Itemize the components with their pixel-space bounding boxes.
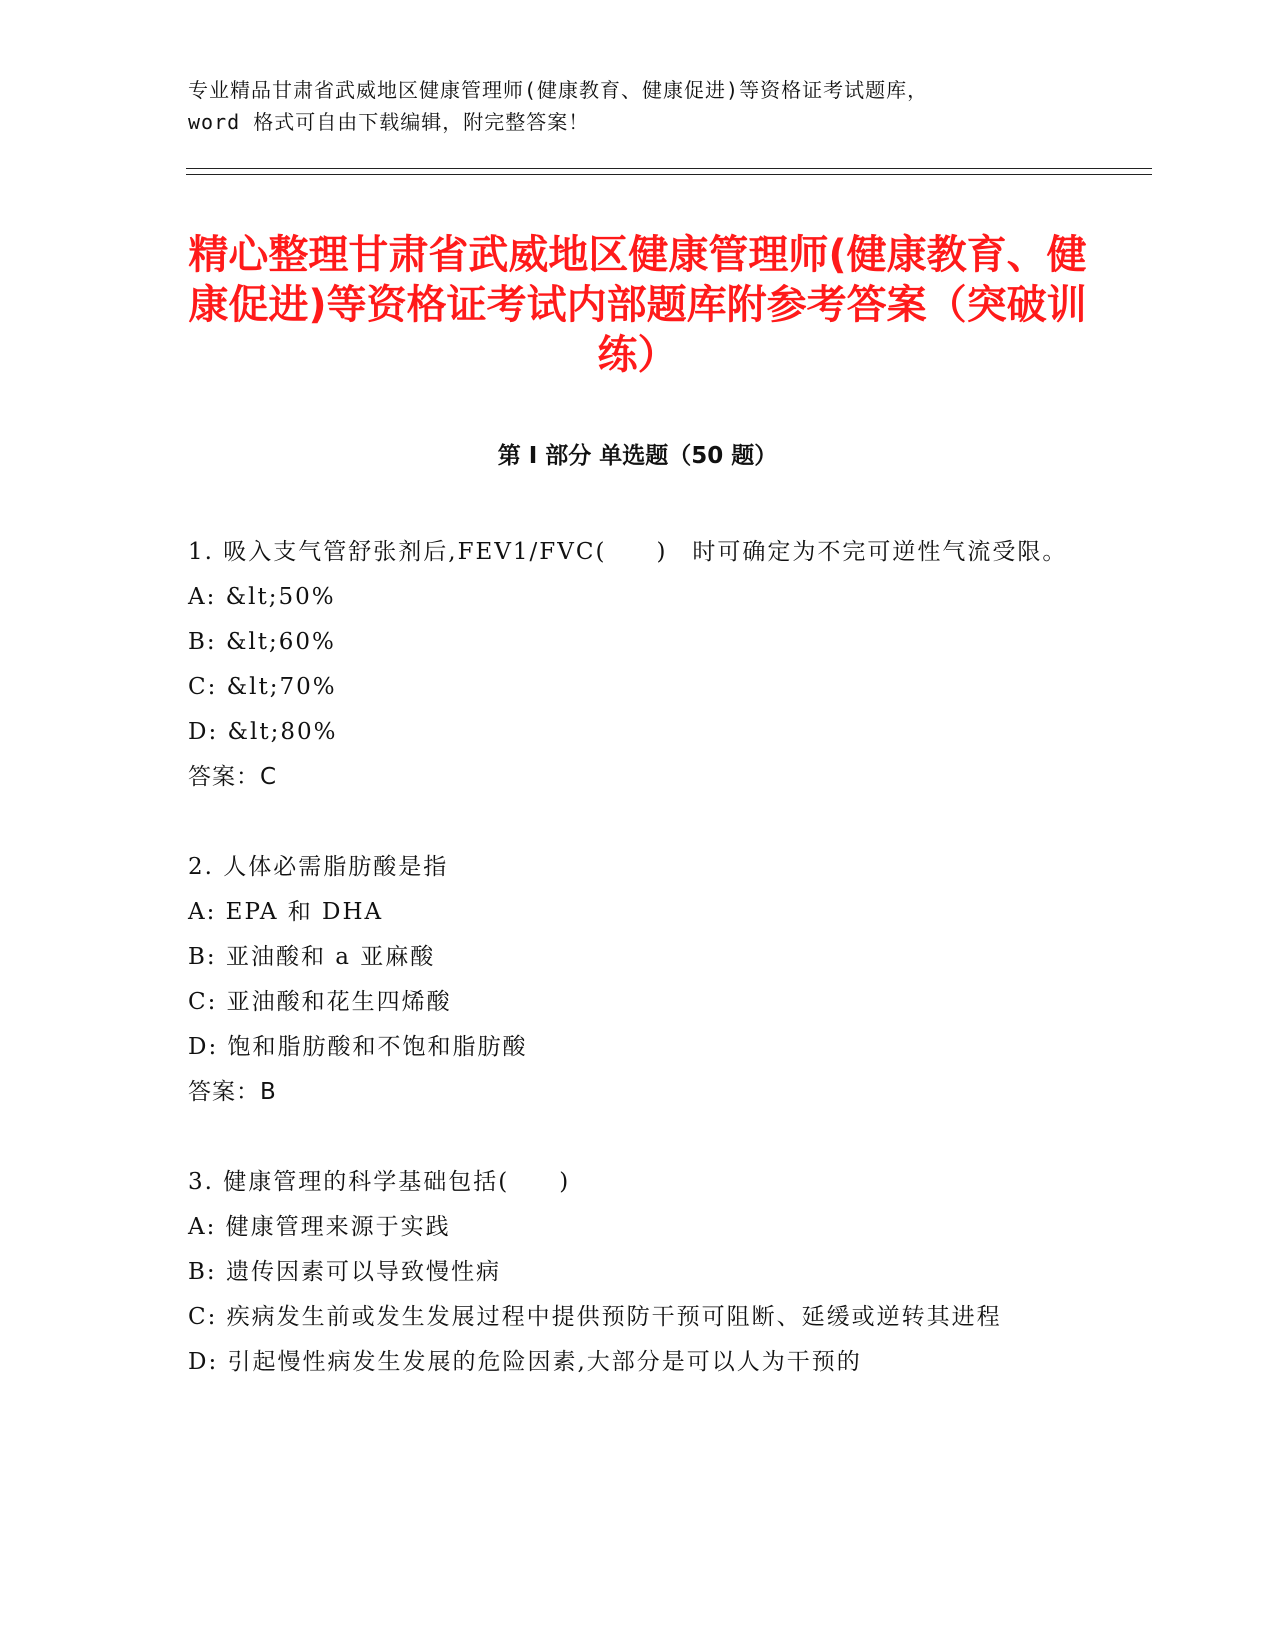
section-title: 第 I 部分 单选题（50 题）	[497, 443, 778, 469]
option-c: C: 亚油酸和花生四烯酸	[188, 989, 452, 1015]
header-line-1: 专业精品甘肃省武威地区健康管理师(健康教育、健康促进)等资格证考试题库，	[188, 78, 929, 102]
header-line-2: word 格式可自由下载编辑，附完整答案！	[188, 110, 590, 134]
answer: 答案：B	[188, 1079, 277, 1105]
option-b: B: &lt;60%	[188, 629, 336, 655]
option-a: A: 健康管理来源于实践	[188, 1214, 451, 1240]
header-note	[188, 74, 1128, 138]
option-a: A: EPA 和 DHA	[188, 899, 384, 925]
option-c: C: 疾病发生前或发生发展过程中提供预防干预可阻断、延缓或逆转其进程	[188, 1304, 1002, 1330]
answer: 答案：C	[188, 764, 278, 790]
question-1	[188, 530, 1078, 800]
question-list	[188, 530, 1078, 1430]
question-text: 3. 健康管理的科学基础包括( )	[188, 1169, 571, 1195]
question-3	[188, 1160, 1078, 1385]
question-text: 1. 吸入支气管舒张剂后,FEV1/FVC( ) 时可确定为不完可逆性气流受限。	[188, 539, 1068, 565]
option-d: D: 饱和脂肪酸和不饱和脂肪酸	[188, 1034, 528, 1060]
option-b: B: 亚油酸和 a 亚麻酸	[188, 944, 436, 970]
option-c: C: &lt;70%	[188, 674, 337, 700]
option-d: D: 引起慢性病发生发展的危险因素,大部分是可以人为干预的	[188, 1349, 862, 1375]
header-rule-bottom	[186, 174, 1152, 175]
document-title: 精心整理甘肃省武威地区健康管理师(健康教育、健康促进)等资格证考试内部题库附参考答案（突破训练）	[188, 232, 1087, 378]
question-text: 2. 人体必需脂肪酸是指	[188, 854, 449, 880]
question-2	[188, 845, 1078, 1115]
header-rule-top	[186, 168, 1152, 169]
option-b: B: 遗传因素可以导致慢性病	[188, 1259, 501, 1285]
option-a: A: &lt;50%	[188, 584, 336, 610]
option-d: D: &lt;80%	[188, 719, 338, 745]
